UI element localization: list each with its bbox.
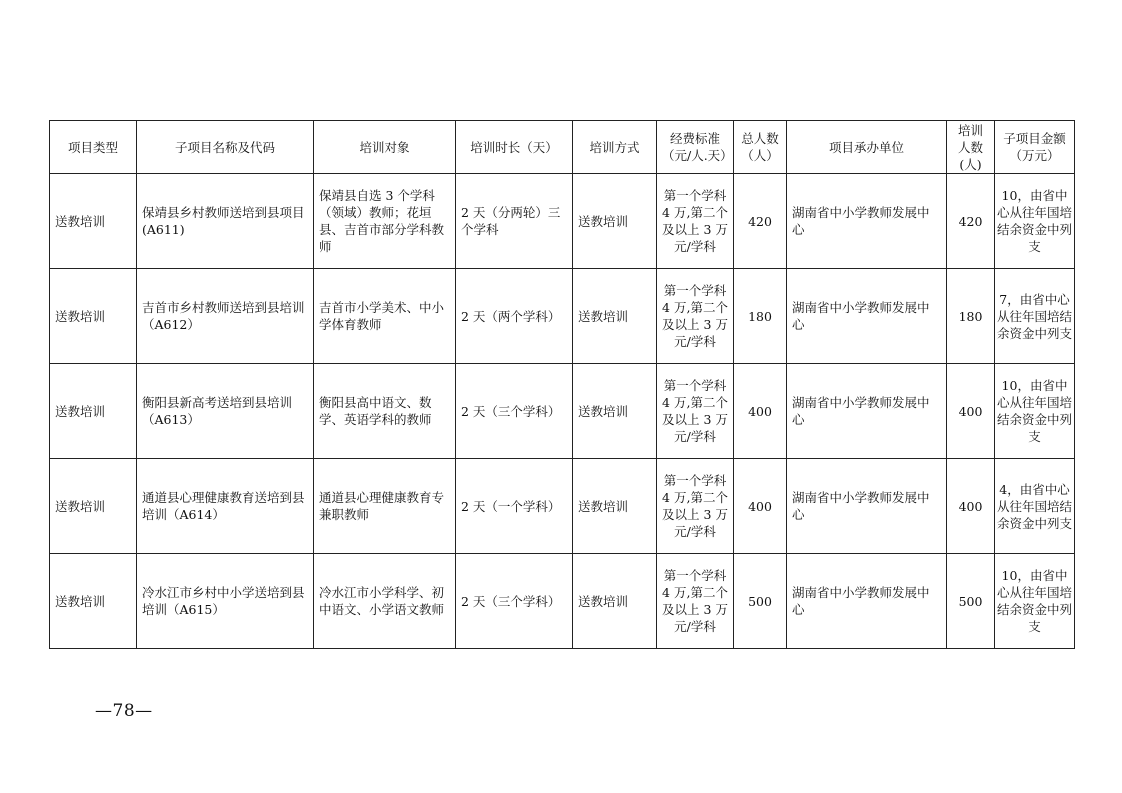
cell-duration: 2 天（分两轮）三个学科: [456, 174, 573, 269]
cell-unit: 湖南省中小学教师发展中心: [787, 269, 947, 364]
header-total-people: 总人数（人）: [734, 121, 787, 174]
cell-amount: 4，由省中心从往年国培结余资金中列支: [995, 459, 1075, 554]
cell-target: 吉首市小学美术、中小学体育教师: [314, 269, 456, 364]
cell-unit: 湖南省中小学教师发展中心: [787, 554, 947, 649]
cell-trainees: 500: [947, 554, 995, 649]
table-row: [50, 554, 1075, 649]
cell-name: 通道县心理健康教育送培到县培训（A614）: [137, 459, 314, 554]
table-header-row: [50, 121, 1075, 174]
header-subproject-name: 子项目名称及代码: [137, 121, 314, 174]
cell-method: 送教培训: [573, 269, 657, 364]
cell-unit: 湖南省中小学教师发展中心: [787, 459, 947, 554]
cell-trainees: 400: [947, 364, 995, 459]
cell-method: 送教培训: [573, 459, 657, 554]
cell-standard: 第一个学科 4 万,第二个及以上 3 万元/学科: [657, 364, 734, 459]
header-trainee-count: 培训人数(人): [947, 121, 995, 174]
cell-total: 500: [734, 554, 787, 649]
cell-trainees: 400: [947, 459, 995, 554]
cell-name: 冷水江市乡村中小学送培到县培训（A615）: [137, 554, 314, 649]
cell-standard: 第一个学科 4 万,第二个及以上 3 万元/学科: [657, 174, 734, 269]
header-host-unit: 项目承办单位: [787, 121, 947, 174]
header-subproject-amount: 子项目金额（万元）: [995, 121, 1075, 174]
cell-type: 送教培训: [50, 554, 137, 649]
cell-target: 衡阳县高中语文、数学、英语学科的教师: [314, 364, 456, 459]
cell-type: 送教培训: [50, 364, 137, 459]
cell-type: 送教培训: [50, 174, 137, 269]
cell-total: 420: [734, 174, 787, 269]
cell-duration: 2 天（两个学科）: [456, 269, 573, 364]
cell-method: 送教培训: [573, 174, 657, 269]
header-project-type: 项目类型: [50, 121, 137, 174]
cell-standard: 第一个学科 4 万,第二个及以上 3 万元/学科: [657, 554, 734, 649]
header-training-method: 培训方式: [573, 121, 657, 174]
cell-amount: 10，由省中心从往年国培结余资金中列支: [995, 364, 1075, 459]
cell-target: 冷水江市小学科学、初中语文、小学语文教师: [314, 554, 456, 649]
cell-target: 通道县心理健康教育专兼职教师: [314, 459, 456, 554]
cell-type: 送教培训: [50, 459, 137, 554]
table-row: [50, 174, 1075, 269]
header-training-duration: 培训时长（天）: [456, 121, 573, 174]
cell-standard: 第一个学科 4 万,第二个及以上 3 万元/学科: [657, 269, 734, 364]
cell-amount: 7，由省中心从往年国培结余资金中列支: [995, 269, 1075, 364]
cell-unit: 湖南省中小学教师发展中心: [787, 174, 947, 269]
header-training-target: 培训对象: [314, 121, 456, 174]
cell-total: 400: [734, 459, 787, 554]
cell-trainees: 180: [947, 269, 995, 364]
cell-total: 400: [734, 364, 787, 459]
table-row: [50, 459, 1075, 554]
cell-trainees: 420: [947, 174, 995, 269]
cell-type: 送教培训: [50, 269, 137, 364]
cell-duration: 2 天（三个学科）: [456, 554, 573, 649]
cell-name: 吉首市乡村教师送培到县培训（A612）: [137, 269, 314, 364]
cell-amount: 10，由省中心从往年国培结余资金中列支: [995, 554, 1075, 649]
cell-duration: 2 天（三个学科）: [456, 364, 573, 459]
training-projects-table: [49, 120, 1075, 649]
cell-amount: 10，由省中心从往年国培结余资金中列支: [995, 174, 1075, 269]
cell-unit: 湖南省中小学教师发展中心: [787, 364, 947, 459]
cell-target: 保靖县自选 3 个学科（领域）教师；花垣县、吉首市部分学科教师: [314, 174, 456, 269]
cell-method: 送教培训: [573, 554, 657, 649]
cell-total: 180: [734, 269, 787, 364]
cell-duration: 2 天（一个学科）: [456, 459, 573, 554]
header-funding-standard: 经费标准（元/人.天）: [657, 121, 734, 174]
page-number: —78—: [95, 701, 153, 721]
cell-standard: 第一个学科 4 万,第二个及以上 3 万元/学科: [657, 459, 734, 554]
cell-name: 保靖县乡村教师送培到县项目(A611): [137, 174, 314, 269]
table-row: [50, 364, 1075, 459]
cell-name: 衡阳县新高考送培到县培训（A613）: [137, 364, 314, 459]
table-row: [50, 269, 1075, 364]
cell-method: 送教培训: [573, 364, 657, 459]
